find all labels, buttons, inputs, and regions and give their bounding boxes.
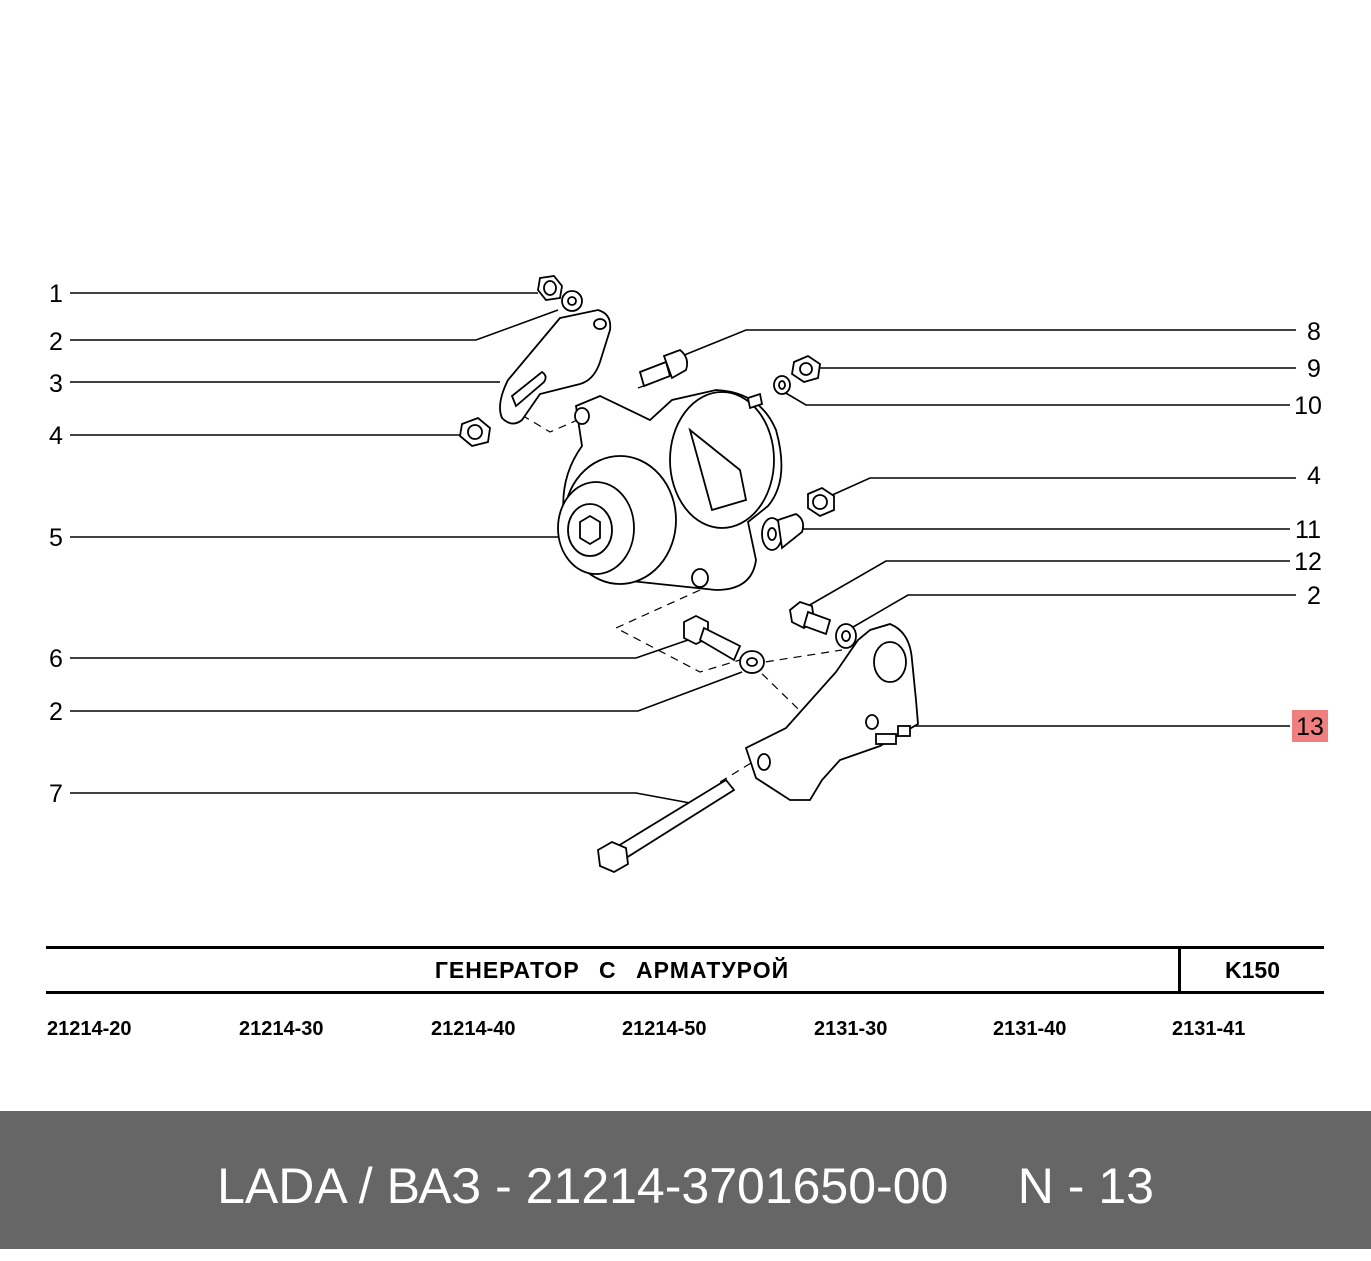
callout-label: 6 xyxy=(49,645,63,673)
callout-label: 7 xyxy=(49,780,63,808)
callout-label: 4 xyxy=(49,422,63,450)
callout-label: 12 xyxy=(1294,548,1322,576)
assembly-title: ГЕНЕРАТОР С АРМАТУРОЙ xyxy=(434,957,790,983)
model-code: 21214-50 xyxy=(622,1018,707,1040)
callout-label: 5 xyxy=(49,524,63,552)
part-number-caption: LADA / ВАЗ - 21214-3701650-00 N - 13 xyxy=(217,1158,1154,1214)
model-code: 2131-40 xyxy=(993,1018,1067,1040)
model-code: 21214-30 xyxy=(239,1018,324,1040)
assembly-line xyxy=(616,590,740,672)
generator-part-5 xyxy=(558,390,781,590)
bolt-part-11 xyxy=(762,514,803,550)
bolt-part-8 xyxy=(640,350,687,386)
nut-part-9 xyxy=(792,356,820,382)
leader-line xyxy=(784,392,1290,405)
left-callouts xyxy=(49,280,63,808)
callout-label: 2 xyxy=(49,328,63,356)
title-bar xyxy=(46,946,1324,994)
assembly-line xyxy=(752,650,842,664)
washer-part-2-right xyxy=(836,624,856,648)
callout-label: 4 xyxy=(1307,462,1321,490)
leader-line xyxy=(830,478,1296,496)
washer-part-2-lower xyxy=(740,651,764,673)
nut-part-4-right xyxy=(808,488,834,516)
callout-label-highlighted[interactable]: 13 xyxy=(1296,713,1324,741)
right-callouts xyxy=(1292,318,1328,742)
leader-line xyxy=(70,672,742,711)
callout-label: 11 xyxy=(1295,516,1321,544)
callout-label: 2 xyxy=(49,698,63,726)
assembly-code: K150 xyxy=(1225,957,1280,983)
model-code: 21214-40 xyxy=(431,1018,516,1040)
bracket-part-13 xyxy=(746,624,918,800)
leader-line xyxy=(70,310,558,340)
callout-label: 3 xyxy=(49,370,63,398)
callout-label: 2 xyxy=(1307,582,1321,610)
leader-line xyxy=(70,793,690,803)
washer-part-10 xyxy=(774,376,790,394)
callout-label: 10 xyxy=(1294,392,1322,420)
leader-line xyxy=(808,561,1290,606)
nut-part-1 xyxy=(538,276,562,300)
callout-label: 1 xyxy=(49,280,63,308)
model-code: 2131-30 xyxy=(814,1018,888,1040)
model-list xyxy=(0,1014,1371,1044)
model-code: 2131-41 xyxy=(1172,1018,1246,1040)
callout-label: 8 xyxy=(1307,318,1321,346)
callout-label: 9 xyxy=(1307,355,1321,383)
bolt-part-6 xyxy=(684,616,740,660)
model-code: 21214-20 xyxy=(47,1018,132,1040)
leader-line xyxy=(848,595,1296,630)
leader-line xyxy=(672,330,1296,360)
nut-part-4 xyxy=(460,418,490,446)
footer-bar xyxy=(0,1111,1371,1249)
washer-part-2 xyxy=(562,291,582,311)
bolt-part-12 xyxy=(790,602,830,634)
leader-line xyxy=(70,640,688,658)
